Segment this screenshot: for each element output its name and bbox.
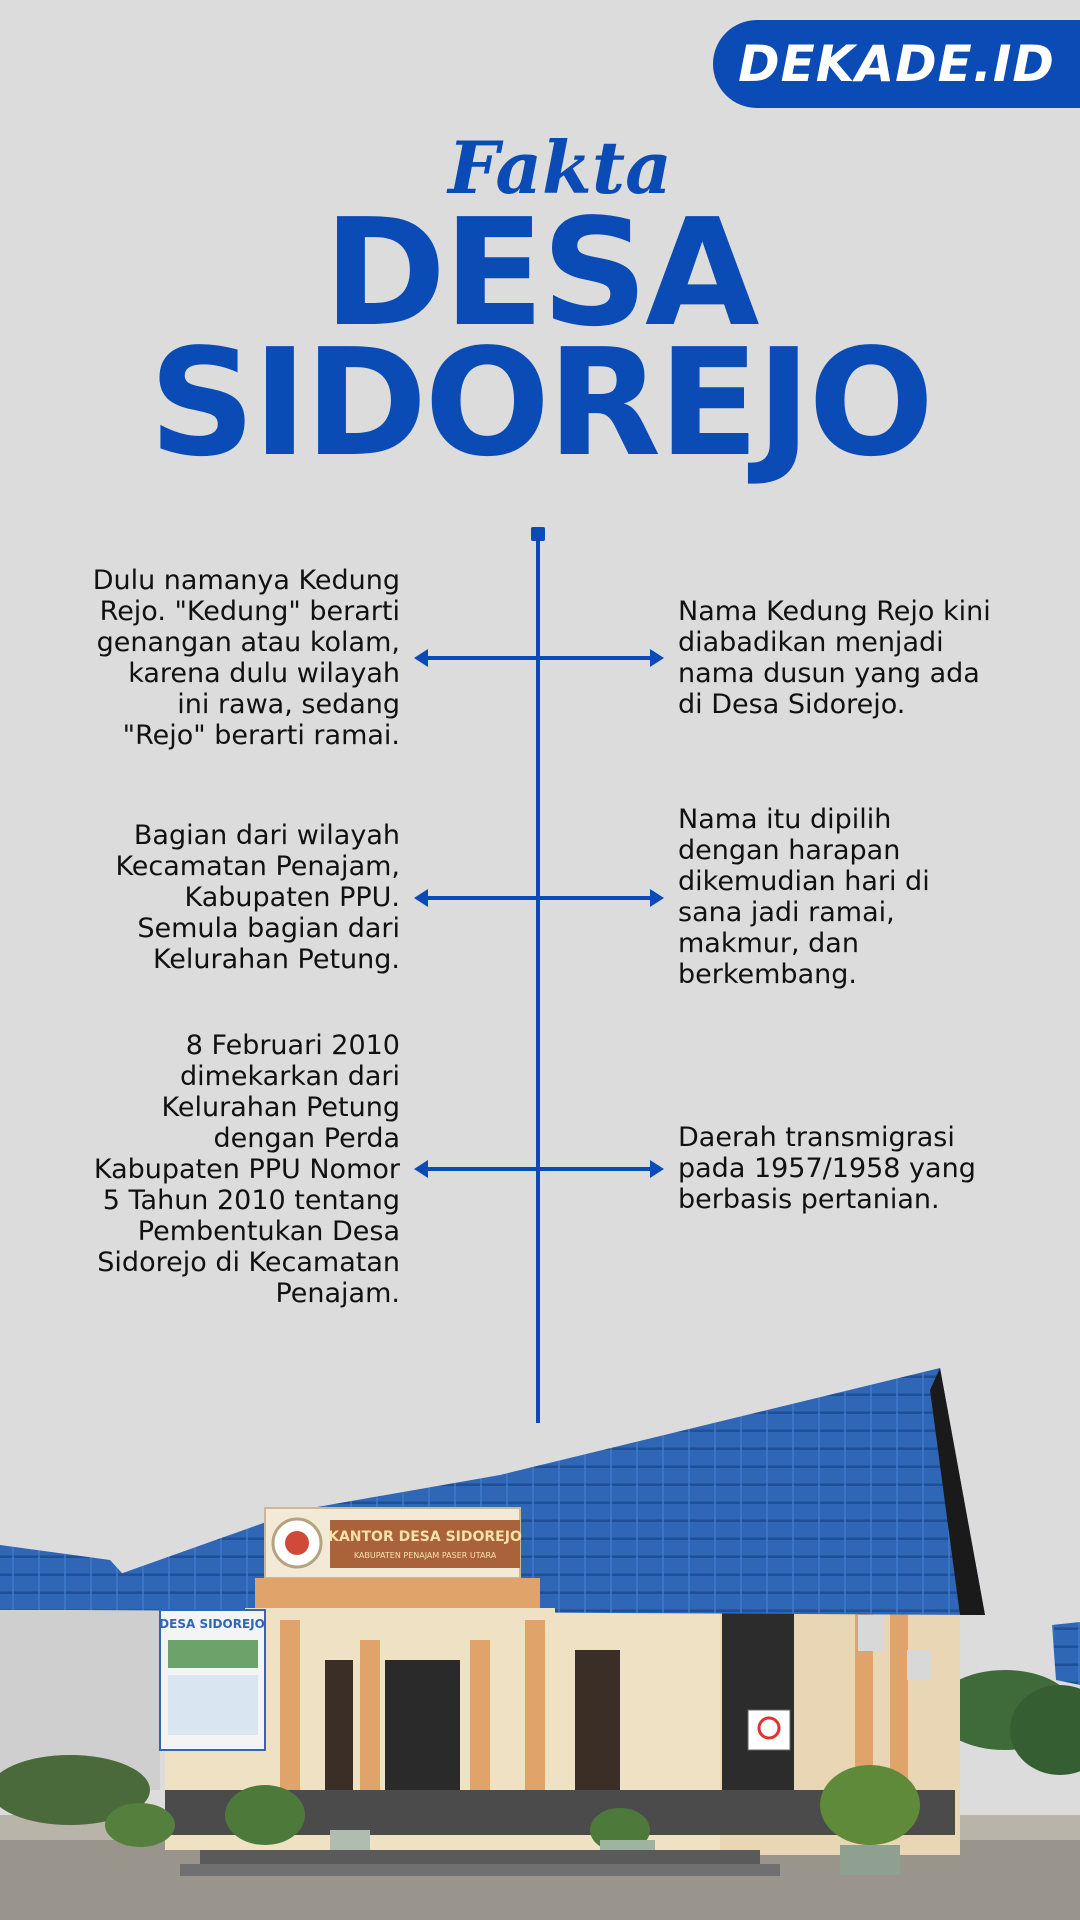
timeline-top-cap xyxy=(531,527,545,541)
main-roof xyxy=(75,1368,985,1615)
plant xyxy=(225,1785,305,1845)
double-arrow-icon xyxy=(418,656,660,660)
timeline-vertical-line xyxy=(536,533,540,1423)
title-line-2: SIDOREJO xyxy=(148,317,932,489)
double-arrow-icon xyxy=(418,1167,660,1171)
village-office-photo xyxy=(0,1360,1080,1920)
fact-right-2: Nama itu dipilih dengan harapan dikemudian hari di sana jadi ramai, makmur, dan berkembang. xyxy=(678,804,930,990)
fact-right-1: Nama Kedung Rejo kini diabadikan menjadi nama dusun yang ada di Desa Sidorejo. xyxy=(678,596,991,720)
plant xyxy=(820,1765,920,1845)
sign-subtitle: KABUPATEN PENAJAM PASER UTARA xyxy=(353,1551,497,1560)
banner-text: DESA SIDOREJO xyxy=(159,1617,265,1631)
title-kicker: Fakta xyxy=(448,125,672,210)
fact-right-3: Daerah transmigrasi pada 1957/1958 yang berbasis pertanian. xyxy=(678,1122,976,1215)
sign-title: KANTOR DESA SIDOREJO xyxy=(328,1529,522,1545)
brand-badge xyxy=(713,20,1080,108)
village-office-illustration xyxy=(0,1360,1080,1920)
double-arrow-icon xyxy=(418,896,660,900)
page-title xyxy=(0,125,1080,489)
title-line-1: DESA xyxy=(323,187,757,359)
brand-name: DEKADE.ID xyxy=(738,35,1055,93)
fact-left-3: 8 Februari 2010 dimekarkan dari Kelurahan Petung dengan Perda Kabupaten PPU Nomor 5 Tahun 2010 tentang Pembentukan Desa Sidorejo di Kecamatan Penajam. xyxy=(93,1030,400,1309)
fact-left-1: Dulu namanya Kedung Rejo. "Kedung" berarti genangan atau kolam, karena dulu wilayah ini rawa, sedang "Rejo" berarti ramai. xyxy=(92,565,400,751)
fact-left-2: Bagian dari wilayah Kecamatan Penajam, Kabupaten PPU. Semula bagian dari Kelurahan Petung. xyxy=(115,820,400,975)
